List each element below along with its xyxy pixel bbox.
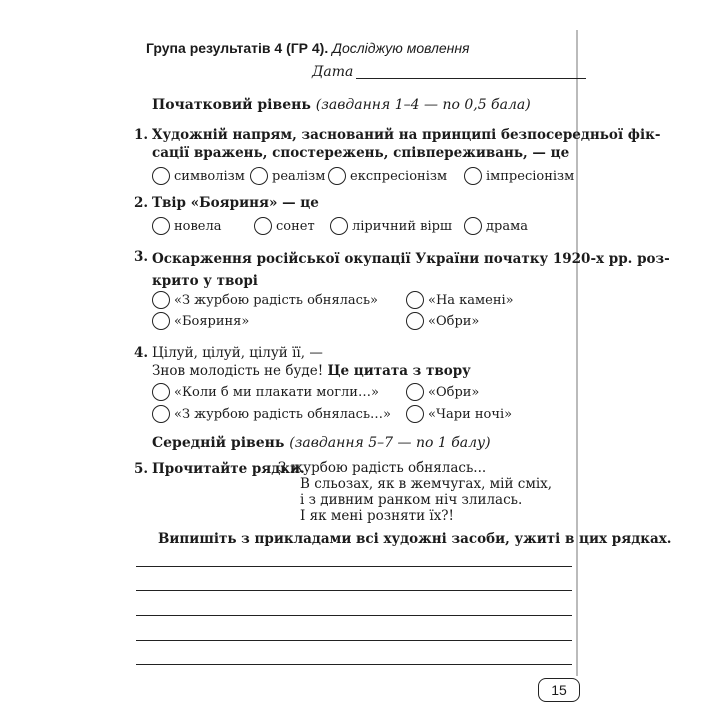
question-1 bbox=[134, 126, 148, 144]
question-4-quote-line2: Знов молодість не буде! bbox=[152, 363, 324, 379]
radio-circle-icon[interactable] bbox=[152, 405, 170, 423]
q3-option-2[interactable] bbox=[406, 291, 514, 309]
answer-line[interactable] bbox=[136, 566, 572, 567]
question-4-number: 4. bbox=[134, 345, 149, 361]
radio-circle-icon[interactable] bbox=[406, 312, 424, 330]
q4-option-3[interactable] bbox=[152, 405, 391, 423]
date-field[interactable] bbox=[356, 78, 586, 79]
q1-option-1[interactable] bbox=[152, 167, 245, 185]
radio-circle-icon[interactable] bbox=[152, 383, 170, 401]
option-label: драма bbox=[486, 218, 528, 234]
question-1-line1: Художній напрям, заснований на принципі безпосередньої фік- bbox=[152, 127, 661, 143]
option-label: символізм bbox=[174, 168, 245, 184]
q2-option-3[interactable] bbox=[330, 217, 452, 235]
option-label: сонет bbox=[276, 218, 315, 234]
q4-option-2[interactable] bbox=[406, 383, 479, 401]
poem-line: В сльозах, як в жемчугах, мій сміх, bbox=[300, 476, 553, 492]
option-label: ліричний вірш bbox=[352, 218, 453, 234]
question-number: 1. bbox=[134, 127, 149, 143]
question-3-line2: крито у творі bbox=[152, 273, 258, 289]
q2-option-4[interactable] bbox=[464, 217, 528, 235]
question-5-label: Прочитайте рядки. bbox=[152, 461, 305, 477]
poem-line: З журбою радість обнялась... bbox=[278, 460, 487, 476]
question-4-prompt: Це цитата з твору bbox=[327, 363, 471, 379]
question-4-text bbox=[152, 344, 471, 380]
question-2-number: 2. bbox=[134, 195, 149, 211]
question-1-text bbox=[152, 126, 660, 162]
radio-circle-icon[interactable] bbox=[330, 217, 348, 235]
radio-circle-icon[interactable] bbox=[328, 167, 346, 185]
initial-level-note: (завдання 1–4 — по 0,5 бала) bbox=[315, 97, 531, 113]
q2-option-2[interactable] bbox=[254, 217, 315, 235]
radio-circle-icon[interactable] bbox=[152, 312, 170, 330]
medium-level-note: (завдання 5–7 — по 1 балу) bbox=[289, 435, 491, 451]
question-5-task: Випишіть з прикладами всі художні засоби, ужиті в цих рядках. bbox=[158, 531, 672, 547]
option-label: реалізм bbox=[272, 168, 326, 184]
question-5-number: 5. bbox=[134, 461, 149, 477]
option-label: «З журбою радість обнялась…» bbox=[174, 406, 391, 422]
medium-level-title: Середній рівень bbox=[152, 435, 285, 451]
radio-circle-icon[interactable] bbox=[464, 167, 482, 185]
option-label: «Обри» bbox=[428, 384, 480, 400]
question-1-line2: сації вражень, спостережень, співпереживань, — це bbox=[152, 145, 570, 161]
option-label: новела bbox=[174, 218, 222, 234]
option-label: імпресіонізм bbox=[486, 168, 575, 184]
option-label: експресіонізм bbox=[350, 168, 448, 184]
q1-option-3[interactable] bbox=[328, 167, 447, 185]
q4-option-4[interactable] bbox=[406, 405, 512, 423]
answer-line[interactable] bbox=[136, 615, 572, 616]
radio-circle-icon[interactable] bbox=[254, 217, 272, 235]
question-4-line2 bbox=[152, 362, 471, 380]
q3-option-1[interactable] bbox=[152, 291, 378, 309]
q2-option-1[interactable] bbox=[152, 217, 222, 235]
radio-circle-icon[interactable] bbox=[406, 383, 424, 401]
radio-circle-icon[interactable] bbox=[406, 291, 424, 309]
question-2-text: Твір «Бояриня» — це bbox=[152, 195, 319, 211]
q3-option-3[interactable] bbox=[152, 312, 249, 330]
poem-line: і з дивним ранком ніч злилась. bbox=[300, 492, 523, 508]
question-4-quote-line1: Цілуй, цілуй, цілуй її, — bbox=[152, 345, 323, 361]
question-3-line1: Оскарження російської окупації України початку 1920-х рр. роз- bbox=[152, 251, 670, 267]
poem-excerpt bbox=[278, 460, 552, 524]
q3-option-4[interactable] bbox=[406, 312, 479, 330]
initial-level-title: Початковий рівень bbox=[152, 97, 311, 113]
radio-circle-icon[interactable] bbox=[406, 405, 424, 423]
option-label: «На камені» bbox=[428, 292, 514, 308]
header-group: Група результатів 4 (ГР 4). bbox=[146, 40, 329, 56]
radio-circle-icon[interactable] bbox=[464, 217, 482, 235]
option-label: «Чари ночі» bbox=[428, 406, 513, 422]
answer-line[interactable] bbox=[136, 664, 572, 665]
page-header bbox=[146, 40, 470, 56]
header-subtitle: Досліджую мовлення bbox=[332, 40, 470, 56]
question-3-text bbox=[152, 248, 670, 292]
option-label: «Обри» bbox=[428, 313, 480, 329]
poem-line: І як мені розняти їх?! bbox=[300, 508, 454, 524]
radio-circle-icon[interactable] bbox=[250, 167, 268, 185]
option-label: «Коли б ми плакати могли…» bbox=[174, 384, 379, 400]
option-label: «З журбою радість обнялась» bbox=[174, 292, 378, 308]
date-label: Дата bbox=[312, 64, 354, 80]
page-number: 15 bbox=[538, 678, 580, 702]
q4-option-1[interactable] bbox=[152, 383, 379, 401]
answer-line[interactable] bbox=[136, 640, 572, 641]
radio-circle-icon[interactable] bbox=[152, 167, 170, 185]
radio-circle-icon[interactable] bbox=[152, 291, 170, 309]
q1-option-2[interactable] bbox=[250, 167, 325, 185]
initial-level-heading bbox=[152, 97, 531, 113]
radio-circle-icon[interactable] bbox=[152, 217, 170, 235]
question-3-number: 3. bbox=[134, 249, 149, 265]
answer-line[interactable] bbox=[136, 590, 572, 591]
q1-option-4[interactable] bbox=[464, 167, 574, 185]
medium-level-heading bbox=[152, 435, 491, 451]
option-label: «Бояриня» bbox=[174, 313, 250, 329]
